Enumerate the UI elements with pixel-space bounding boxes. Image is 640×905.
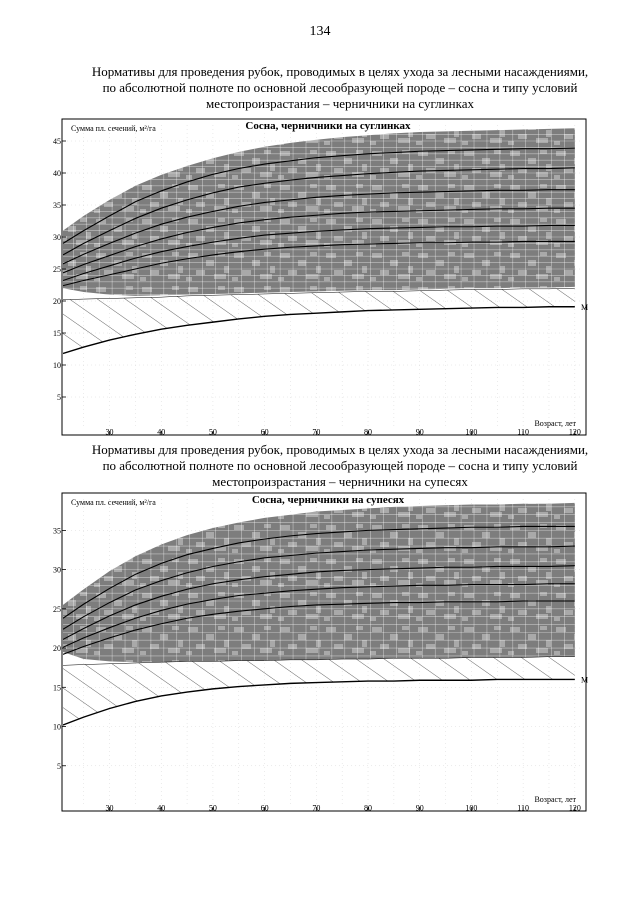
y-tick-label: 5	[57, 761, 61, 771]
y-tick-label: 10	[53, 722, 61, 732]
chart-2	[0, 488, 640, 816]
caption-line: местопроизрастания – черничники на супесях	[212, 474, 468, 489]
chart-1	[0, 114, 640, 440]
y-tick-label: 30	[53, 233, 61, 242]
x-tick-label: 50	[208, 427, 217, 437]
y-tick-label: 30	[53, 565, 61, 575]
y-tick-label: 20	[53, 644, 61, 654]
caption-line: Нормативы для проведения рубок, проводимых в целях ухода за лесными насаждениями,	[91, 64, 589, 79]
x-tick-label: 30	[105, 803, 114, 813]
x-tick-label: 120	[568, 803, 581, 813]
x-axis-label: Возраст, лет	[534, 419, 576, 428]
y-tick-label: 40	[53, 169, 61, 178]
chart-title: Сосна, черничники на суглинках	[245, 120, 411, 132]
x-tick-label: 80	[364, 803, 373, 813]
y-tick-label: 5	[57, 393, 61, 402]
caption-line: Нормативы для проведения рубок, проводимых в целях ухода за лесными насаждениями,	[91, 442, 589, 457]
x-tick-label: 70	[312, 803, 321, 813]
x-axis-label: Возраст, лет	[534, 795, 576, 804]
y-tick-label: 20	[53, 297, 61, 306]
x-tick-label: 40	[157, 427, 166, 437]
x-tick-label: 60	[260, 803, 269, 813]
x-tick-label: 30	[105, 427, 114, 437]
caption-line: по абсолютной полноте по основной лесообразующей породе – сосна и типу условий	[102, 80, 578, 95]
x-tick-label: 50	[208, 803, 217, 813]
x-tick-label: 40	[157, 803, 166, 813]
y-tick-label: 35	[53, 526, 61, 536]
chart-1-caption	[60, 64, 620, 112]
y-tick-label: 25	[53, 604, 61, 614]
x-tick-label: 110	[517, 427, 529, 437]
x-tick-label: 80	[364, 427, 373, 437]
y-tick-label: 25	[53, 265, 61, 274]
chart-title: Сосна, черничники на супесях	[251, 494, 405, 506]
page-number: 134	[309, 24, 331, 39]
x-tick-label: 100	[465, 803, 478, 813]
y-axis-label: Сумма пл. сечений, м²/га	[71, 498, 156, 507]
y-tick-label: 45	[53, 137, 61, 146]
x-tick-label: 90	[415, 427, 424, 437]
x-tick-label: 60	[260, 427, 269, 437]
chart-2-caption	[60, 442, 620, 490]
y-tick-label: 35	[53, 201, 61, 210]
y-tick-label: 15	[53, 329, 61, 338]
y-tick-label: 10	[53, 361, 61, 370]
x-tick-label: 110	[517, 803, 529, 813]
curve-label-m: М	[581, 302, 589, 312]
x-tick-label: 70	[312, 427, 321, 437]
caption-line: по абсолютной полноте по основной лесообразующей породе – сосна и типу условий	[102, 458, 578, 473]
x-tick-label: 100	[465, 427, 478, 437]
y-axis-label: Сумма пл. сечений, м²/га	[71, 124, 156, 133]
x-tick-label: 90	[415, 803, 424, 813]
x-tick-label: 120	[568, 427, 581, 437]
caption-line: местопроизрастания – черничники на суглинках	[206, 96, 474, 111]
curve-label-m: М	[581, 675, 589, 685]
y-tick-label: 15	[53, 683, 61, 693]
